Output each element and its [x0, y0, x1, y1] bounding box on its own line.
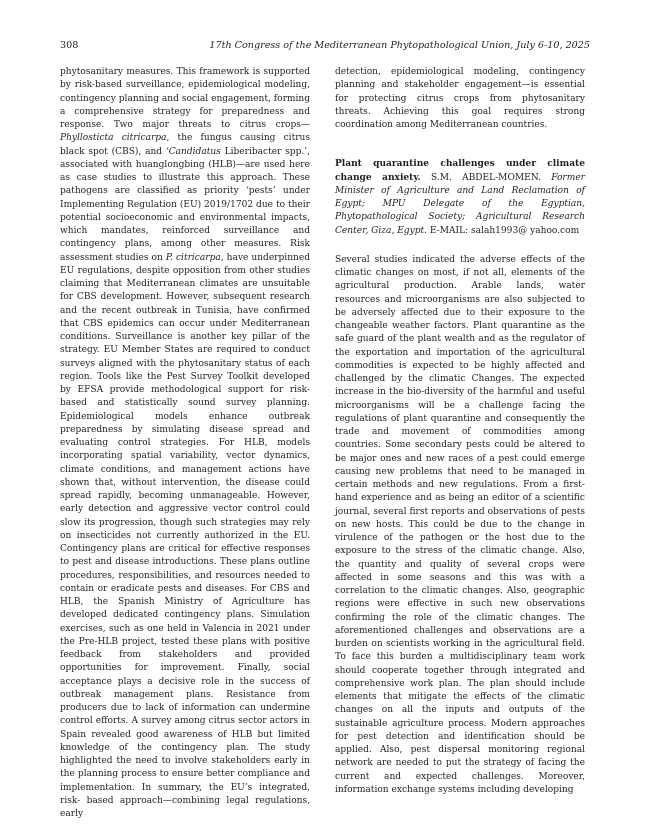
author-email: E-MAIL: salah1993@ yahoo.com [427, 225, 580, 236]
page-header [60, 40, 590, 56]
abstract-body: Several studies indicated the adverse effects of the climatic changes on most, if not all, elements of the agricultural production. Arable lands, water resources and microorganisms are also subjected to be adversely affected due to their exposure to the changeable weather factors. Plant quarantine as the safe guard of the plant wealth and as the regulator of the exportation and importation of the agricultural commodities is expected to be highly affected and challenged by the climatic Changes. The expected increase in the bio-diversity of the harmful and useful microorganisms will be a challenge facing the regulations of plant quarantine and consequently the trade and movement of commodities among countries. Some secondary pests could be altered to be major ones and new races of a pest could emerge causing new problems that need to be managed in certain methods and new regulations. From a first-hand experience and as being an editor of a scientific journal, several first reports and observations of pests on new hosts. This could be due to the change in virulence of the pathogen or the host due to the exposure to the stress of the climatic change. Also, the quantity and quality of several crops were affected in some seasons and this was with a correlation to the climatic changes. Also, geographic regions were effective in such new observations confirming the role of the climatic changes. The aforementioned challenges and observations are a burden on scientists working in the agricultural field. To face this burden a multidisciplinary team work should cooperate together through integrated and comprehensive work plan. The plan should include elements that mitigate the effects of the climatic changes on all the inputs and outputs of the sustainable agriculture process. Modern approaches for pest detection and identification should be applied. Also, pest dispersal monitoring regional network are needed to put the strategy of facing the current and expected challenges. Moreover, information exchange systems including developing [335, 254, 585, 795]
abstract-heading [335, 158, 585, 238]
pathogen-name: Candidatus [168, 146, 221, 157]
continued-abstract-paragraph [60, 66, 310, 821]
spacer [335, 132, 585, 158]
text-run: phytosanitary measures. This framework is supported by risk-based surveillance, epidemiological modeling, contingency planning and social engagement, forming a comprehensive strategy for preparedness and response. Two major threats to citrus crops— [60, 67, 310, 130]
pathogen-name: P. citricarpa [165, 252, 221, 263]
continued-paragraph: detection, epidemiological modeling, contingency planning and stakeholder engagement—is essential for protecting citrus crops from phytosanitary threats. Achieving this goal requires strong coordination among Mediterranean countries. [335, 67, 585, 130]
text-run: , have underpinned EU regulations, despite opposition from other studies claiming that Mediterranean climates are unsuitable for CBS development. However, subsequent research and the recent outbreak in Tunisia, have confirmed that CBS epidemics can occur under Mediterranean conditions. Surveillance is another key pillar of the strategy. EU Member States are required to conduct surveys aligned with the phytosanitary status of each region. Tools like the Pest Survey Toolkit developed by EFSA provide methodological support for risk-based and statistically sound survey planning. Epidemiological models enhance outbreak preparedness by simulating disease spread and evaluating control strategies. For HLB, models incorporating spatial variability, vector dynamics, climate conditions, and management actions have shown that, without intervention, the disease could spread rapidly, becoming unmanageable. However, early detection and aggressive vector control could slow its progression, though such strategies may rely on insecticides not currently authorized in the EU. Contingency plans are critical for effective responses to pest and disease introductions. These plans outline procedures, responsibilities, and resources needed to contain or eradicate pests and diseases. For CBS and HLB, the Spanish Ministry of Agriculture has developed dedicated contingency plans. Simulation exercises, such as one held in Valencia in 2021 under the Pre-HLB project, tested these plans with positive feedback from stakeholders and provided opportunities for improvement. Finally, social acceptance plays a decisive role in the success of outbreak management plans. Resistance from producers due to lack of information can undermine control efforts. A survey among citrus sector actors in Spain revealed good awareness of HLB but limited knowledge of the contingency plan. The study highlighted the need to involve stakeholders early in the planning process to ensure better compliance and implementation. In summary, the EU’s integrated, risk- based approach—combining legal regulations, early [60, 252, 310, 819]
abstract-title: Plant quarantine challenges under climate change anxiety. [335, 159, 585, 183]
page-number: 308 [60, 40, 79, 51]
spacer [335, 238, 585, 254]
text-run: , the fungus causing citrus black spot (CBS), and ‘ [60, 133, 311, 157]
left-column [60, 66, 310, 821]
right-column [335, 66, 585, 797]
text-run: Liberibacter spp.’, associated with huanglongbing (HLB)—are used here as case studies to illustrate this approach. These pathogens are classified as priority ‘pests’ under Implementing Regulation (EU) 2019/1702 due to their potential socioeconomic and environmental impacts, which mandates, reinforced surveillance and contingency plans, among other measures. Risk assessment studies on [60, 146, 310, 263]
running-title: 17th Congress of the Mediterranean Phytopathological Union, July 6-10, 2025 [209, 40, 590, 51]
author-name: S.M. ABDEL-MOMEN. [420, 172, 552, 183]
author-affiliation: Former Minister of Agriculture and Land Reclamation of Egypt; MPU Delegate of the Egyptian, Phytopathological Society; Agricultural Research Center, Giza, Egypt. [335, 172, 585, 236]
pathogen-name: Phyllosticta citricarpa [60, 133, 167, 144]
